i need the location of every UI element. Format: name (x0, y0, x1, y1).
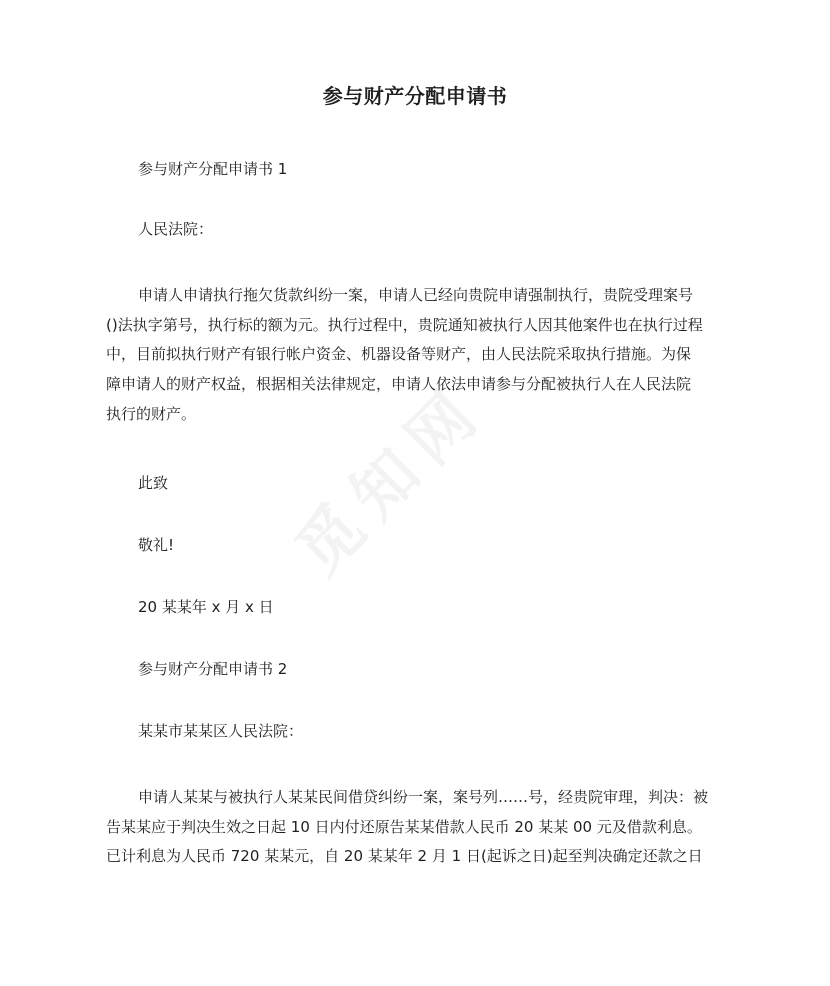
section1-body-line: 中，目前拟执行财产有银行帐户资金、机器设备等财产，由人民法院采取执行措施。为保 (106, 345, 692, 364)
section1-body-line: 障申请人的财产权益，根据相关法律规定，申请人依法申请参与分配被执行人在人民法院 (106, 375, 692, 394)
section1-date: 20 某某年 x 月 x 日 (138, 598, 274, 616)
document-title: 参与财产分配申请书 (322, 84, 508, 108)
section1-heading: 参与财产分配申请书 1 (138, 160, 288, 178)
section1-body (106, 281, 724, 430)
section1-body-line: 执行的财产。 (106, 404, 197, 423)
section2-heading: 参与财产分配申请书 2 (138, 660, 288, 678)
section1-body-line: ()法执字第号，执行标的额为元。执行过程中，贵院通知被执行人因其他案件也在执行过程 (106, 315, 703, 334)
section2-addressee: 某某市某某区人民法院： (138, 722, 304, 740)
section1-addressee: 人民法院： (138, 220, 214, 238)
section1-body-line: 申请人申请执行拖欠货款纠纷一案，申请人已经向贵院申请强制执行，贵院受理案号 (138, 286, 694, 304)
section2-body-line: 告某某应于判决生效之日起 10 日内付还原告某某借款人民币 20 某某 00 元及借款利息。 (106, 817, 702, 836)
section2-body-line: 已计利息为人民币 720 某某元，自 20 某某年 2 月 1 日(起诉之日)起至判决确定还款之日 (106, 847, 703, 866)
section1-closing-regards: 敬礼! (138, 536, 175, 554)
section1-closing-salutation: 此致 (138, 474, 169, 492)
section2-body (106, 783, 724, 872)
section2-body-line: 申请人某某与被执行人某某民间借贷纠纷一案，案号列……号，经贵院审理，判决：被 (138, 788, 709, 806)
